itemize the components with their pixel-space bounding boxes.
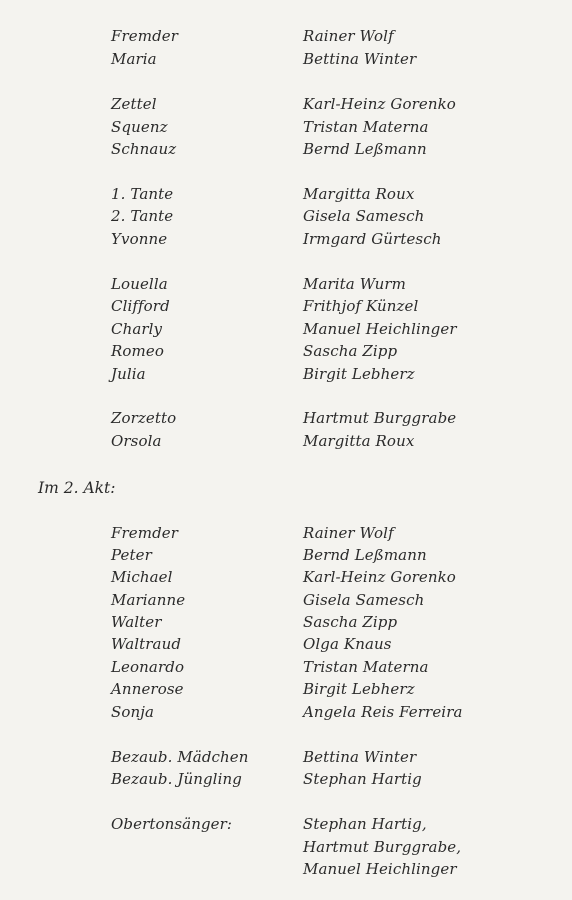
actor-name: Manuel Heichlinger [303, 860, 457, 878]
actor-name: Karl-Heinz Gorenko [303, 568, 456, 586]
actor-name: Hartmut Burggrabe [303, 409, 457, 427]
actor-name: Tristan Materna [303, 118, 429, 136]
role-name: Yvonne [111, 230, 168, 248]
role-name: Orsola [111, 432, 162, 450]
actor-name: Gisela Samesch [303, 591, 425, 609]
role-name: Zorzetto [111, 409, 177, 427]
actor-name: Manuel Heichlinger [303, 320, 457, 338]
role-name: Fremder [111, 524, 179, 542]
role-name: Louella [111, 275, 168, 293]
actor-name: Angela Reis Ferreira [303, 703, 463, 721]
actor-name: Margitta Roux [303, 432, 415, 450]
actor-name: Bettina Winter [303, 748, 417, 766]
role-name: 1. Tante [111, 185, 174, 203]
role-name: Julia [111, 365, 146, 383]
actor-name: Karl-Heinz Gorenko [303, 95, 456, 113]
actor-name: Frithjof Künzel [303, 297, 419, 315]
role-name: Squenz [111, 118, 168, 136]
actor-name: Rainer Wolf [303, 524, 394, 542]
actor-name: Marita Wurm [303, 275, 406, 293]
actor-name: Margitta Roux [303, 185, 415, 203]
actor-name: Birgit Lebherz [303, 365, 415, 383]
role-name: Bezaub. Mädchen [111, 748, 249, 766]
role-name: Sonja [111, 703, 155, 721]
actor-name: Sascha Zipp [303, 613, 398, 631]
actor-name: Birgit Lebherz [303, 680, 415, 698]
role-name: Bezaub. Jüngling [111, 770, 242, 788]
role-name: Zettel [111, 95, 157, 113]
actor-name: Gisela Samesch [303, 207, 425, 225]
actor-name: Bernd Leßmann [303, 546, 427, 564]
role-name: Obertonsänger: [111, 815, 233, 833]
actor-name: Olga Knaus [303, 635, 392, 653]
actor-name: Rainer Wolf [303, 27, 394, 45]
role-name: Fremder [111, 27, 179, 45]
role-name: Michael [111, 568, 173, 586]
role-name: Annerose [111, 680, 184, 698]
role-name: Waltraud [111, 635, 182, 653]
role-name: Walter [111, 613, 162, 631]
actor-name: Bettina Winter [303, 50, 417, 68]
role-name: Romeo [111, 342, 164, 360]
actor-name: Stephan Hartig, [303, 815, 427, 833]
role-name: 2. Tante [111, 207, 174, 225]
actor-name: Hartmut Burggrabe, [303, 838, 462, 856]
actor-name: Stephan Hartig [303, 770, 422, 788]
role-name: Peter [111, 546, 152, 564]
actor-name: Irmgard Gürtesch [303, 230, 442, 248]
actor-name: Tristan Materna [303, 658, 429, 676]
role-name: Schnauz [111, 140, 177, 158]
actor-name: Sascha Zipp [303, 342, 398, 360]
role-name: Clifford [111, 297, 170, 315]
actor-name: Bernd Leßmann [303, 140, 427, 158]
role-name: Maria [111, 50, 157, 68]
role-name: Marianne [111, 591, 186, 609]
role-name: Leonardo [111, 658, 185, 676]
act-2-heading: Im 2. Akt: [38, 479, 116, 497]
role-name: Charly [111, 320, 163, 338]
